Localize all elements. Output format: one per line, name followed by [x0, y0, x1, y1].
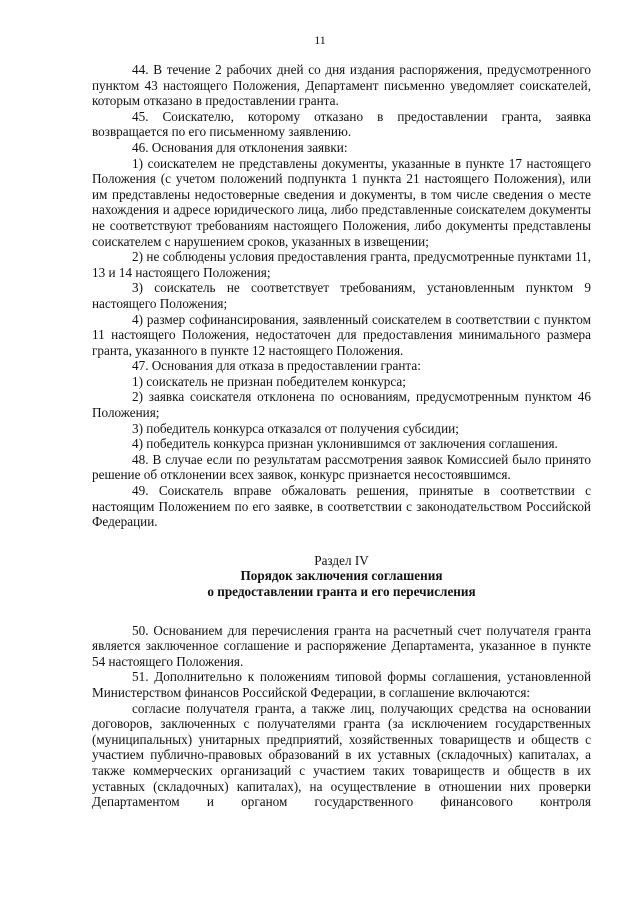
paragraph-46-item-2: 2) не соблюдены условия предоставления гранта, предусмотренные пунктами 11, 13 и 14 настоящего Положения;: [92, 249, 591, 280]
paragraph-47-item-2: 2) заявка соискателя отклонена по основаниям, предусмотренным пунктом 46 Положения;: [92, 389, 591, 421]
paragraph-51-consent: согласие получателя гранта, а также лиц, получающих средства на основании договоров, заключенных с получателями гранта (за исключением государственных (муниципальных) унитарных предприятий, хозяйственных товариществ и обществ с участием публично-правовых образований в их уставных (складочных) капиталах, а также коммерческих организаций с участием таких товариществ и обществ в их уставных (складочных) капиталах), на осуществление в отношении них проверки Департаментом и органом государственного финансового контроля: [92, 700, 591, 810]
paragraph-45: 45. Соискателю, которому отказано в предоставлении гранта, заявка возвращается по его письменному заявлению.: [92, 108, 591, 140]
section-label: Раздел IV: [314, 552, 369, 568]
page-number: 11: [314, 33, 326, 47]
paragraph-48: 48. В случае если по результатам рассмотрения заявок Комиссией было принято решение об отклонении всех заявок, конкурс признается несостоявшимся.: [92, 451, 591, 483]
paragraph-47-item-1: 1) соискатель не признан победителем конкурса;: [132, 373, 406, 389]
paragraph-51: 51. Дополнительно к положениям типовой формы соглашения, установленной Министерством финансов Российской Федерации, в соглашение включаются:: [92, 669, 591, 700]
paragraph-46-item-3: 3) соискатель не соответствует требованиям, установленным пунктом 9 настоящего Положения;: [92, 280, 591, 311]
paragraph-46: 46. Основания для отклонения заявки:: [132, 139, 348, 155]
paragraph-47-item-4: 4) победитель конкурса признан уклонившимся от заключения соглашения.: [132, 436, 558, 452]
section-spacer: [92, 600, 591, 623]
paragraph-46-item-4: 4) размер софинансирования, заявленный соискателем в соответствии с пунктом 11 настоящего Положения, недостаточен для предоставления минимального размера гранта, указанного в пункте 12 настоящего Положения.: [92, 311, 591, 358]
paragraph-50: 50. Основанием для перечисления гранта на расчетный счет получателя гранта является заключенное соглашение и распоряжение Департамента, указанное в пункте 54 настоящего Положения.: [92, 622, 591, 669]
paragraph-44: 44. В течение 2 рабочих дней со дня издания распоряжения, предусмотренного пунктом 43 настоящего Положения, Департамент письменно уведомляет соискателей, которым отказано в предоставлении гранта.: [92, 62, 591, 109]
paragraph-47-item-3: 3) победитель конкурса отказался от получения субсидии;: [132, 420, 459, 436]
section-title-line-2: о предоставлении гранта и его перечисления: [207, 584, 476, 599]
paragraph-46-item-1: 1) соискателем не представлены документы, указанные в пункте 17 настоящего Положения (с учетом положений подпункта 1 пункта 21 настоящего Положения), или им представлены недостоверные сведения и документы, в том числе сведения о месте нахождения и адресе юридического лица, либо представленные соискателем документы не соответствуют требованиям настоящего Положения, либо документы представлены соискателем с нарушением сроков, указанных в извещении;: [92, 155, 591, 249]
section-title-line-1: Порядок заключения соглашения: [240, 568, 443, 584]
paragraph-49: 49. Соискатель вправе обжаловать решения, принятые в соответствии с настоящим Положением по его заявке, в соответствии с законодательством Российской Федерации.: [92, 483, 591, 530]
paragraph-47: 47. Основания для отказа в предоставлении гранта:: [132, 358, 421, 374]
document-body: [92, 62, 591, 810]
